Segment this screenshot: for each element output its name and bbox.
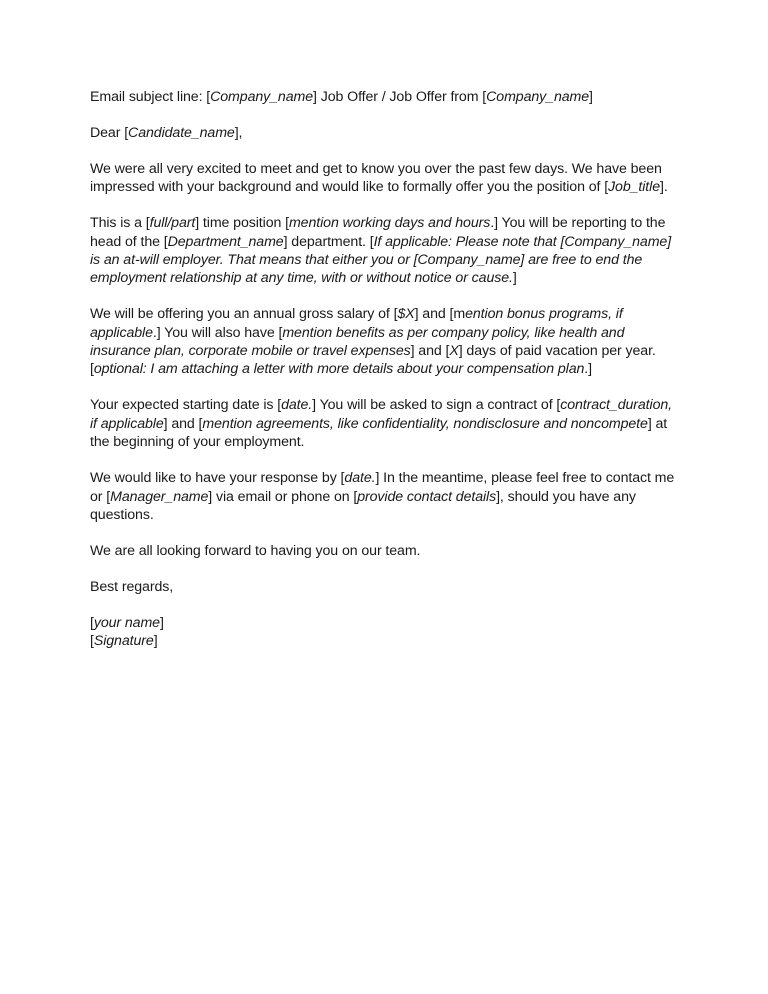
paragraph-offer xyxy=(90,160,680,197)
department-placeholder: Department_name xyxy=(167,233,284,250)
compensation-text: ] and [ xyxy=(410,343,450,360)
subject-middle: ] Job Offer / Job Offer from [ xyxy=(313,89,487,105)
manager-name-placeholder: Manager_name xyxy=(110,488,209,505)
position-text: .] You will be reporting to the xyxy=(490,215,666,232)
full-part-placeholder: full/part xyxy=(149,215,196,232)
start-date-text: ] You will be asked to sign a contract of [ xyxy=(312,397,561,414)
response-text: or [ xyxy=(90,488,111,505)
offer-line-2: impressed with your background and would like to formally offer you the position of [ xyxy=(90,179,609,196)
paragraph-team xyxy=(90,542,680,560)
bracket: [ xyxy=(90,614,94,631)
signature-placeholder: Signature xyxy=(93,633,154,650)
position-text: ] time position [ xyxy=(195,215,289,232)
start-date-text: ] at xyxy=(647,415,668,432)
letter-body xyxy=(90,88,680,650)
response-text: ] In the meantime, please feel free to contact me xyxy=(375,470,675,487)
job-title-placeholder: Job_title xyxy=(608,179,660,196)
bonus-placeholder: applicable xyxy=(90,324,153,341)
your-name-placeholder: your name xyxy=(93,614,160,631)
optional-attachment-note: optional: I am attaching a letter with more details about your compensation plan xyxy=(93,361,585,378)
position-text: ] department. [ xyxy=(283,233,374,250)
position-text: head of the [ xyxy=(90,233,168,250)
greeting-suffix: ], xyxy=(234,124,243,141)
at-will-note: If applicable: Please note that [Company_name] xyxy=(373,233,672,250)
greeting-prefix: Dear [ xyxy=(90,124,129,141)
email-subject-line xyxy=(90,88,680,106)
compensation-text: ] and [m xyxy=(414,306,466,323)
subject-suffix: ] xyxy=(589,89,593,105)
benefits-placeholder: insurance plan, corporate mobile or travel expenses xyxy=(90,343,411,360)
subject-prefix: Email subject line: [ xyxy=(90,89,211,105)
paragraph-response xyxy=(90,469,680,524)
offer-line-2-end: ]. xyxy=(660,179,668,196)
subject-company-placeholder-2: Company_name xyxy=(486,89,590,105)
offer-line-1: We were all very excited to meet and get to know you over the past few days. We have been xyxy=(90,160,662,177)
vacation-days-placeholder: X xyxy=(449,343,459,360)
paragraph-position xyxy=(90,214,680,288)
response-text: questions. xyxy=(90,506,154,523)
start-date-text: Your expected starting date is [ xyxy=(90,397,282,414)
team-text: We are all looking forward to having you on our team. xyxy=(90,542,421,559)
response-text: ] via email or phone on [ xyxy=(208,488,358,505)
contract-duration-placeholder: contract_duration, xyxy=(560,397,673,414)
paragraph-compensation xyxy=(90,305,680,379)
at-will-note: employment relationship at any time, with or without notice or cause. xyxy=(90,270,513,287)
start-date-text: the beginning of your employment. xyxy=(90,434,305,451)
compensation-text: .] xyxy=(584,361,592,378)
contract-duration-placeholder: if applicable xyxy=(90,415,164,432)
compensation-text: ] days of paid vacation per year. xyxy=(458,343,656,360)
position-text: This is a [ xyxy=(90,215,150,232)
contact-details-placeholder: provide contact details xyxy=(357,488,497,505)
closing-text: Best regards, xyxy=(90,578,174,595)
position-text: ] xyxy=(512,270,517,287)
start-date-placeholder: date. xyxy=(281,397,313,414)
closing xyxy=(90,578,680,596)
compensation-text: .] You will also have [ xyxy=(152,324,283,341)
signoff xyxy=(90,614,680,651)
bracket: ] xyxy=(153,633,158,650)
subject-company-placeholder: Company_name xyxy=(210,89,314,105)
bonus-placeholder: ention bonus programs, if xyxy=(465,306,623,323)
response-text: We would like to have your response by [ xyxy=(90,470,345,487)
compensation-text: We will be offering you an annual gross salary of [ xyxy=(90,306,398,323)
start-date-text: ] and [ xyxy=(163,415,203,432)
paragraph-start-date xyxy=(90,396,680,451)
response-text: ], should you have any xyxy=(496,488,636,505)
response-date-placeholder: date. xyxy=(344,470,376,487)
bracket: [ xyxy=(90,633,94,650)
salary-placeholder: $X xyxy=(397,306,415,323)
candidate-name-placeholder: Candidate_name xyxy=(128,124,235,141)
agreements-placeholder: mention agreements, like confidentiality, nondisclosure and noncompete xyxy=(202,415,648,432)
compensation-text: [ xyxy=(90,361,94,378)
at-will-note: is an at-will employer. That means that either you or [Company_name] are free to end the xyxy=(90,251,643,268)
greeting xyxy=(90,124,680,142)
bracket: ] xyxy=(159,614,164,631)
working-days-placeholder: mention working days and hours xyxy=(288,215,491,232)
benefits-placeholder: mention benefits as per company policy, like health and xyxy=(282,324,625,341)
